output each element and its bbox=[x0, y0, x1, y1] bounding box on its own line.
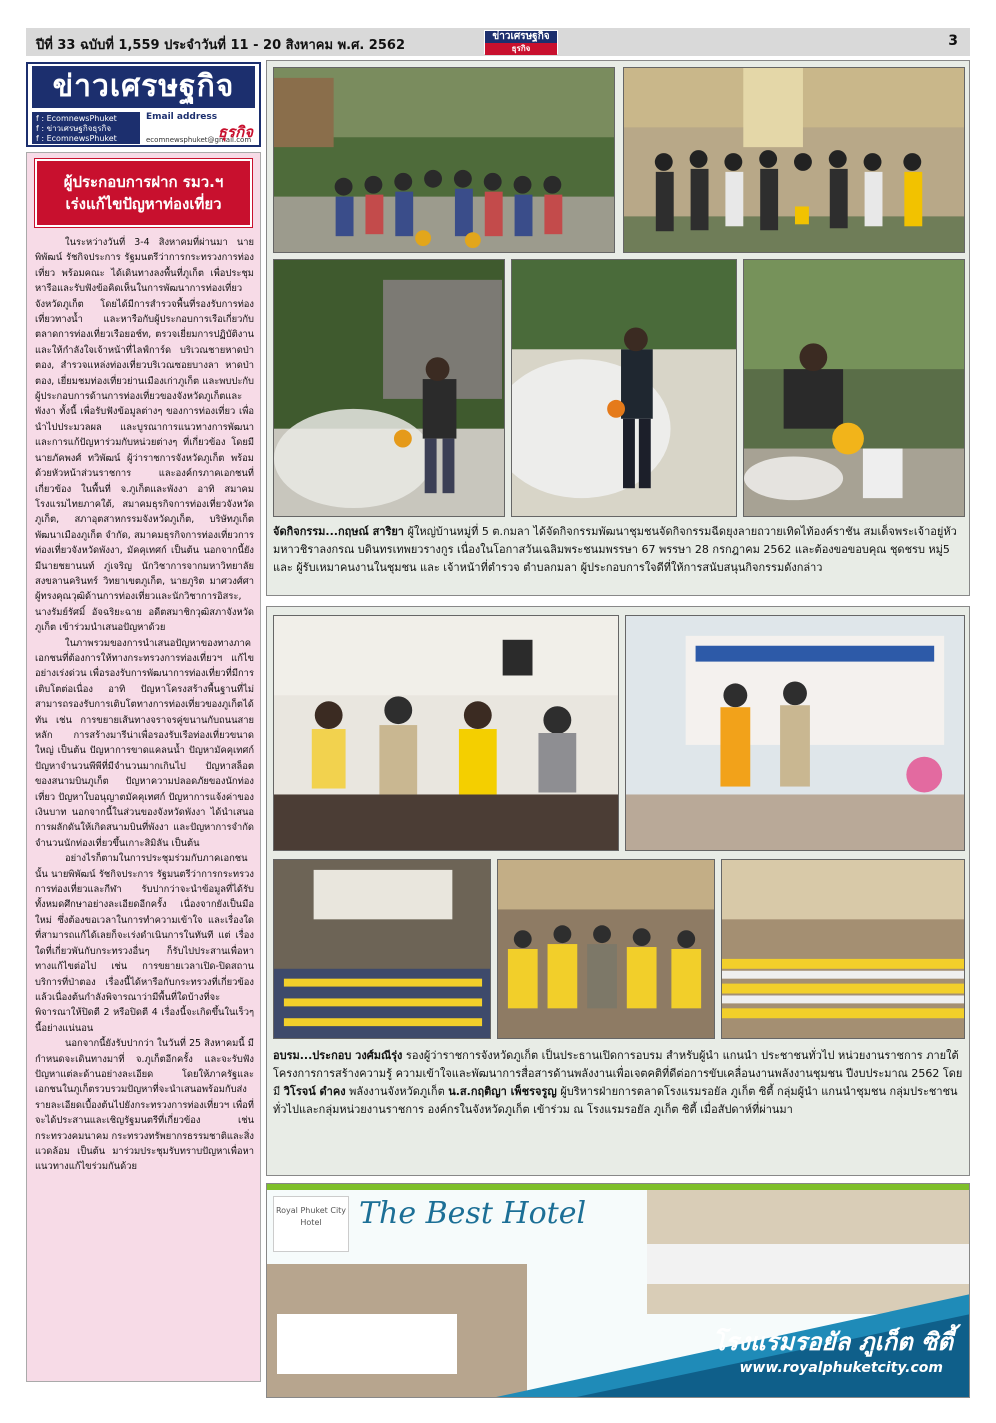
email-label: Email address bbox=[146, 112, 218, 122]
article-paragraph: ในระหว่างวันที่ 3-4 สิงหาคมที่ผ่านมา นายพิพัฒน์ รัชกิจประการ รัฐมนตรีว่าการกระทรวงการท่องเที่ยว พร้อมคณะ ได้เดินทางลงพื้นที่ภูเก็ต เพื่อประชุมหารือและรับฟังข้อคิดเห็นในการพัฒนาการท่องเที่ยวจังหวัดภูเก็ต โดยได้มีการสำรวจพื้นที่รองรับการท่องเที่ยวทางน้ำ และหารือกับผู้ประกอบการเรือเกี่ยวกับตลาดการท่องเที่ยวเรือยอช์ท, ตรวจเยี่ยมการปฏิบัติงานและให้กำลังใจเจ้าหน้าที่ไลฟ์การ์ด บริเวณชายหาดป่าตอง, สำรวจแหล่งท่องเที่ยวบริเวณซอยบางลา หาดป่าตอง, เยี่ยมชมท่องเที่ยวย่านเมืองเก่าภูเก็ต และพบปะกับผู้ประกอบการด้านการท่องเที่ยวของจังหวัดภูเก็ตและพังงา ทั้งนี้ เพื่อรับฟังข้อมูลต่างๆ ของการท่องเที่ยว เพื่อนำไปประมวลผล และบูรณาการแนวทางการพัฒนาและการแก้ปัญหาร่วมกับหน่วยต่างๆ ที่เกี่ยวข้อง โดยมีนายภัคพงศ์ ทวิพัฒน์ ผู้ว่าราชการจังหวัดภูเก็ต พร้อมด้วยหัวหน้าส่วนราชการ และองค์กรภาคเอกชนที่เกี่ยวข้อง ในพื้นที่ จ.ภูเก็ตและพังงา อาทิ สมาคมโรงแรมไทยภาคใต้, สมาคมธุรกิจการท่องเที่ยวจังหวัดภูเก็ต, สภาอุตสาหกรรมจังหวัดภูเก็ต, บริษัทภูเก็ตพัฒนาเมืองภูเก็ต จำกัด, สมาคมธุรกิจการท่องเที่ยวการท่องเที่ยวจังหวัดพังงา, มัคคุเทศก์ เป็นต้น นอกจากนี้ยังมีนายชยานนท์ ภู่เจริญ นักวิชาการจากมหาวิทยาลัยสงขลานครินทร์ วิทยาเขตภูเก็ต, นายภูริต มาศวงศ์ศา ผู้ทรงคุณวุฒิด้านการท่องเที่ยวและนักวิชาการอิสระ, นางรัมย์รัศมิ์ อัจฉริยะฉาย อดีตสมาชิกวุฒิสภาจังหวัดภูเก็ต เข้าร่วมนำเสนอปัญหาด้วย bbox=[35, 237, 254, 634]
photo-fogging-closeup bbox=[743, 259, 965, 517]
ad-slogan: The Best Hotel bbox=[359, 1196, 587, 1231]
social-facebook-2: f : ข่าวเศรษฐกิจธุรกิจ bbox=[36, 124, 112, 133]
photo-fogging-yard bbox=[273, 259, 505, 517]
email-address: ecomnewsphuket@gmail.com bbox=[146, 136, 252, 144]
issue-line: ปีที่ 33 ฉบับที่ 1,559 ประจำวันที่ 11 - 20 สิงหาคม พ.ศ. 2562 bbox=[36, 38, 405, 53]
photo-vip-seated bbox=[273, 615, 619, 851]
photo-group-residents bbox=[623, 67, 965, 253]
caption-training-name-2: น.ส.กฤติญา เพ็ชรจรูญ bbox=[448, 1085, 557, 1098]
photo-fogging-street bbox=[511, 259, 737, 517]
caption-training-text-1: รองผู้ว่าราชการจังหวัดภูเก็ต เป็นประธานเปิดการอบรม สำหรับผู้นำ แกนนำ ประชาชนทั่วไป หน่วยงานราชการ ภายใต้โครงการการสร้างความรู้ ความเข้าใจและพัฒนาการสื่อสารด้านพลังงานเพื่อเจตคติที่ดีต่อการขับเคลื่อนงานพลังงานชุมชน ปีงบประมาณ 2562 โดยมี bbox=[273, 1049, 963, 1098]
hotel-logo: Royal Phuket City Hotel bbox=[273, 1196, 349, 1252]
caption-training-title: อบรม...ประกอบ วงศ์มณีรุ่ง bbox=[273, 1049, 403, 1062]
caption-fogging-title: จัดกิจกรรม...กฤษณ์ สาริยา bbox=[273, 525, 404, 538]
caption-fogging-text: ผู้ใหญ่บ้านหมู่ที่ 5 ต.กมลา ได้จัดกิจกรรมพัฒนาชุมชนจัดกิจกรรมฉีดยุงลายถวายเทิดไท้องค์ราชัน สมเด็จพระเจ้าอยู่หัวมหาวชิราลงกรณ บดินทรเทพยวรางกูร เนื่องในโอกาสวันเฉลิมพระชนมพรรษา 67 พรรษา 28 กรกฎาคม 2562 และต้องขอขอบคุณ ชุดชรบ หมู่5 และ ผู้รับเหมาคนงานในชุมชน และ เจ้าหน้าที่ตำรวจ ตำบลกมลา ผู้ประกอบการใจดีที่ให้การสนับสนุนกิจกรรมดังกล่าว bbox=[273, 525, 957, 574]
social-links bbox=[32, 112, 140, 144]
headline-line-1: ผู้ประกอบการฝาก รมว.ฯ bbox=[63, 173, 224, 191]
article-paragraph: อย่างไรก็ตามในการประชุมร่วมกับภาคเอกชนนั้น นายพิพัฒน์ รัชกิจประการ รัฐมนตรีว่าการกระทรวงการท่องเที่ยวและกีฬา รับปากว่าจะนำข้อมูลที่ได้รับทั้งหมดศึกษาอย่างละเอียดอีกครั้ง เนื่องจากยังเป็นมือใหม่ ซึ่งต้องขอเวลาในการทำความเข้าใจ และเรื่องใดที่สามารถแก้ได้เลยก็จะเร่งดำเนินการในทันที แต่ เรื่องใดที่เกี่ยวพันกับกระทรวงอื่นๆ ก็รับไปประสานเพื่อหาทางแก้ไขต่อไป เช่น การขยายเวลาเปิด-ปิดสถานบริการที่ป่าตอง เรื่องนี้ได้หารือกับกระทรวงที่เกี่ยวข้องแล้วเนื่องต้นกำลังพิจารณาว่ามีพื้นที่ใดบ้างที่จะพิจารณาให้ปิดตี 2 หรือปิดตี 4 เรื่องนี้จะเกิดขึ้นในเร็วๆ นี้อย่างแน่นอน bbox=[35, 853, 254, 1034]
caption-training-name-1: วิโรจน์ ดำคง bbox=[283, 1085, 346, 1098]
headline-line-2: เร่งแก้ไขปัญหาท่องเที่ยว bbox=[65, 195, 222, 213]
mini-logo-title: ข่าวเศรษฐกิจ bbox=[492, 31, 550, 42]
photo-conference-group bbox=[497, 859, 715, 1039]
newspaper-logo: ข่าวเศรษฐกิจ bbox=[32, 66, 255, 108]
ad-website[interactable]: www.royalphuketcity.com bbox=[739, 1360, 943, 1376]
photo-block-fogging bbox=[266, 60, 970, 596]
caption-training bbox=[273, 1047, 967, 1119]
photo-award-presentation bbox=[625, 615, 965, 851]
social-facebook-1: f : EcomnewsPhuket bbox=[36, 114, 117, 123]
masthead-biz: ธุรกิจ bbox=[217, 123, 253, 141]
masthead bbox=[26, 62, 261, 147]
photo-conference-hall-1 bbox=[273, 859, 491, 1039]
caption-training-text-3: ผู้บริหารฝ่ายการตลาดโรงแรมรอยัล ภูเก็ต ซิตี้ กลุ่มผู้นำ แกนนำชุมชน กลุ่มประชาชนทั่วไปและกลุ่มหน่วยงานราชการ องค์กรในจังหวัดภูเก็ต เข้าร่วม ณ โรงแรมรอยัล ภูเก็ต ซิตี้ เมื่อสัปดาห์ที่ผ่านมา bbox=[273, 1085, 958, 1116]
header-bar bbox=[26, 28, 970, 56]
article-paragraph: นอกจากนี้ยังรับปากว่า ในวันที่ 25 สิงหาคมนี้ มีกำหนดจะเดินทางมาที่ จ.ภูเก็ตอีกครั้ง และจะรับฟังปัญหาแต่ละด้านอย่างละเอียด โดยให้ภาครัฐและเอกชนในภูเก็ตรวบรวมปัญหาที่จะนำเสนอพร้อมกับส่งรายละเอียดเบื้องต้นไปยังกระทรวงการท่องเที่ยวฯ เพื่อที่จะได้ประสานและเชิญรัฐมนตรีที่เกี่ยวข้อง เช่น กระทรวงคมนาคม กระทรวงทรัพยากรธรรมชาติและสิ่งแวดล้อม เป็นต้น มาร่วมประชุมรับทราบปัญหาเพื่อหาแนวทางแก้ไขร่วมกันด้วย bbox=[35, 1038, 254, 1173]
header-mini-logo bbox=[484, 30, 558, 54]
caption-fogging bbox=[273, 523, 967, 577]
photo-conference-hall-2 bbox=[721, 859, 965, 1039]
photo-block-training bbox=[266, 606, 970, 1176]
ad-hotel-name: โรงแรมรอยัล ภูเก็ต ซิตี้ bbox=[712, 1328, 953, 1356]
social-facebook-3: f : EcomnewsPhuket bbox=[36, 134, 117, 143]
article-headline bbox=[35, 159, 252, 227]
article-body bbox=[35, 235, 254, 1175]
page-number: 3 bbox=[948, 33, 958, 49]
photo-group-villagers bbox=[273, 67, 615, 253]
article-column bbox=[26, 152, 261, 1382]
mini-logo-sub: ธุรกิจ bbox=[485, 43, 557, 55]
hotel-advertisement bbox=[266, 1183, 970, 1398]
article-paragraph: ในภาพรวมของการนำเสนอปัญหาของทางภาคเอกชนที่ต้องการให้ทางกระทรวงการท่องเที่ยวฯ แก้ไขอย่างเร่งด่วน เพื่อรองรับการพัฒนาการท่องเที่ยวที่มีการเติบโตต่อเนื่อง อาทิ ปัญหาโครงสร้างพื้นฐานที่ไม่สามารถรองรับการเติบโตทางการท่องเที่ยวของภูเก็ตได้ทัน เช่น การขยายเส้นทางจราจรคู่ขนานกับถนนสายหลัก การสร้างมารีน่าเพื่อรองรับเรือท่องเที่ยวขนาดใหญ่ เป็นต้น ปัญหาการขาดแคลนน้ำ ปัญหามัคคุเทศก์ ปัญหาจำนวนพีพีที่มีจำนวนมากเกินไป ปัญหาสล็อตของสนามบินภูเก็ต ปัญหาความปลอดภัยของนักท่องเที่ยว ปัญหาใบอนุญาตมัคคุเทศก์ ปัญหาการแจ้งค่าของเงินบาท นอกจากนี้ในส่วนของจังหวัดพังงา ได้นำเสนอการผลักดันให้เกิดสนามบินที่พังงา และปัญหาการจำกัดจำนวนนักท่องเที่ยวขึ้นเกาะสิมิลัน เป็นต้น bbox=[35, 637, 254, 849]
caption-training-text-2: พลังงานจังหวัดภูเก็ต bbox=[345, 1085, 449, 1098]
